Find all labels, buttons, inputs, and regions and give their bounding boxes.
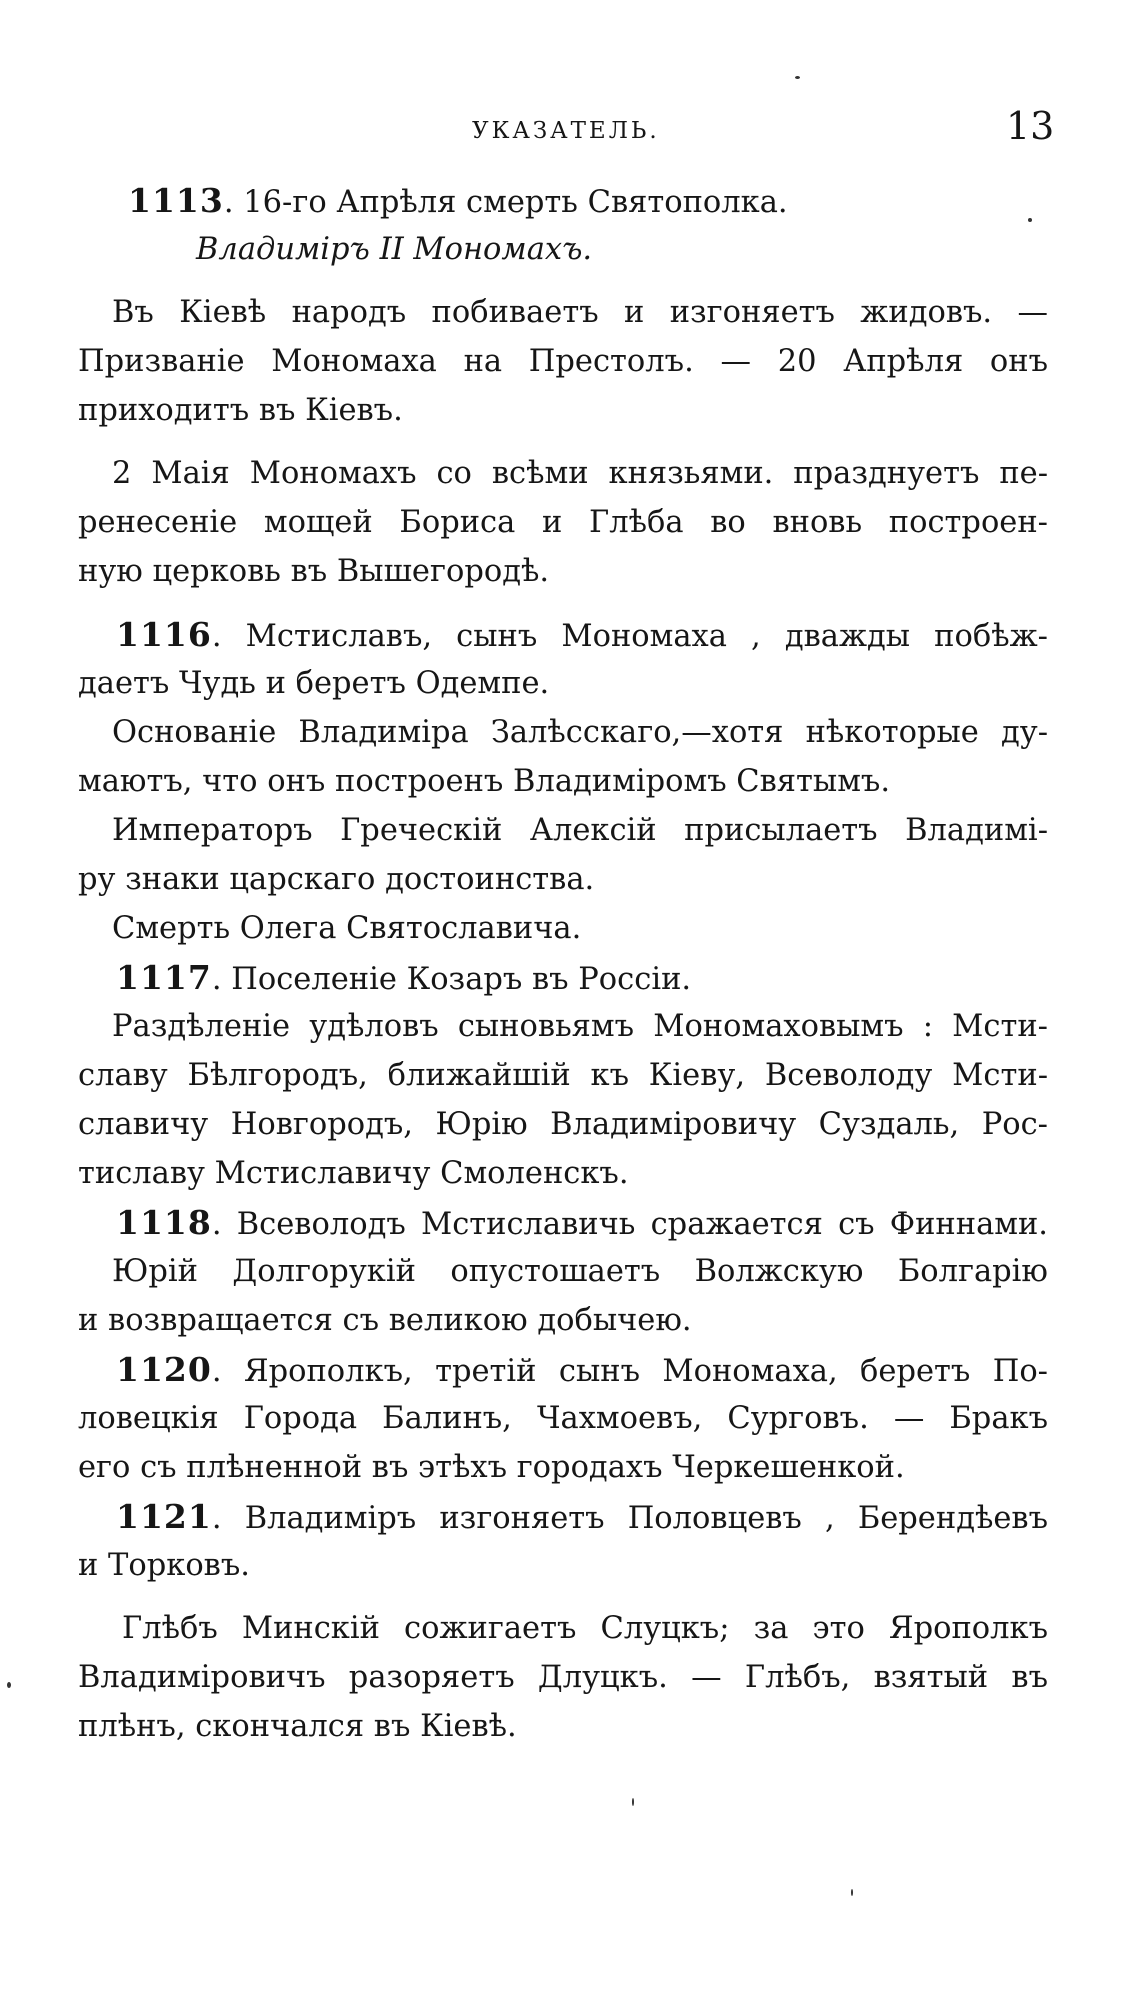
text-line: Владиміровичъ разоряетъ Длуцкъ. — Глѣбъ, взятый въ (78, 1660, 1048, 1695)
text-line: Основаніе Владиміра Залѣсскаго,—хотя нѣкоторые ду- (112, 715, 1048, 750)
year-label: 1118 (116, 1203, 212, 1242)
running-head: УКАЗАТЕЛЬ. (472, 118, 660, 144)
entry-1118 (78, 1198, 1048, 1247)
text-line: маютъ, что онъ построенъ Владиміромъ Святымъ. (78, 764, 891, 799)
text-line: ную церковь въ Вышегородѣ. (78, 554, 550, 589)
entry-text: . Всеволодъ Мстиславичь сражается съ Финнами. (211, 1207, 1048, 1242)
scan-speck (851, 1889, 853, 1896)
entry-text: . 16-го Апрѣля смерть Святополка. (223, 185, 788, 220)
entry-1116 (78, 610, 1048, 659)
text-line: славу Бѣлгородъ, ближайшій къ Кіеву, Всеволоду Мсти- (78, 1058, 1048, 1093)
year-label: 1113 (128, 181, 224, 220)
text-line: Императоръ Греческій Алексій присылаетъ Владимі- (112, 813, 1048, 848)
text-line: его съ плѣненной въ этѣхъ городахъ Черкешенкой. (78, 1450, 905, 1485)
text-line: ловецкія Города Балинъ, Чахмоевъ, Сурговъ. — Бракъ (78, 1401, 1048, 1436)
year-label: 1120 (116, 1350, 212, 1389)
entry-1117 (78, 953, 1048, 1002)
entry-text: . Поселеніе Козаръ въ Россіи. (211, 962, 692, 997)
text-line: ренесеніе мощей Бориса и Глѣба во вновь построен- (78, 505, 1048, 540)
text-line: и возвращается съ великою добычею. (78, 1303, 692, 1338)
entry-1113 (78, 176, 1048, 225)
page-header (0, 104, 1140, 154)
scan-speck (632, 1798, 634, 1806)
year-label: 1121 (116, 1497, 212, 1536)
text-line: и Торковъ. (78, 1548, 250, 1583)
entry-text: . Ярополкъ, третій сынъ Мономаха, беретъ По- (211, 1354, 1048, 1389)
text-line: Глѣбъ Минскій сожигаетъ Слуцкъ; за это Ярополкъ (122, 1611, 1048, 1646)
scan-speck (7, 1682, 11, 1688)
text-line: тиславу Мстиславичу Смоленскъ. (78, 1156, 629, 1191)
page-number: 13 (1006, 104, 1055, 148)
entry-text: . Мстиславъ, сынъ Мономаха , дважды побѣж- (211, 619, 1048, 654)
text-line: 2 Маія Мономахъ со всѣми князьями. празднуетъ пе- (112, 456, 1048, 491)
text-line: ру знаки царскаго достоинства. (78, 862, 595, 897)
reign-heading: Владиміръ II Мономахъ. (196, 232, 593, 267)
text-line: даетъ Чудь и беретъ Одемпе. (78, 666, 550, 701)
index-text (78, 176, 1048, 1751)
year-label: 1116 (116, 615, 212, 654)
text-line: Въ Кіевѣ народъ побиваетъ и изгоняетъ жидовъ. — (112, 295, 1048, 330)
entry-text: . Владиміръ изгоняетъ Половцевъ , Берендѣевъ (211, 1501, 1048, 1536)
year-label: 1117 (116, 958, 212, 997)
entry-1120 (78, 1345, 1048, 1394)
entry-1121 (78, 1492, 1048, 1541)
text-line: Призваніе Мономаха на Престолъ. — 20 Апрѣля онъ (78, 344, 1048, 379)
text-line: плѣнъ, скончался въ Кіевѣ. (78, 1709, 517, 1744)
text-line: Раздѣленіе удѣловъ сыновьямъ Мономаховымъ : Мсти- (112, 1009, 1048, 1044)
text-line: Юрій Долгорукій опустошаетъ Волжскую Болгарію (112, 1254, 1048, 1289)
scan-speck (1028, 218, 1032, 222)
text-line: Смерть Олега Святославича. (112, 911, 582, 946)
scan-speck (795, 76, 800, 79)
text-line: славичу Новгородъ, Юрію Владиміровичу Суздаль, Рос- (78, 1107, 1048, 1142)
text-line: приходитъ въ Кіевъ. (78, 393, 403, 428)
